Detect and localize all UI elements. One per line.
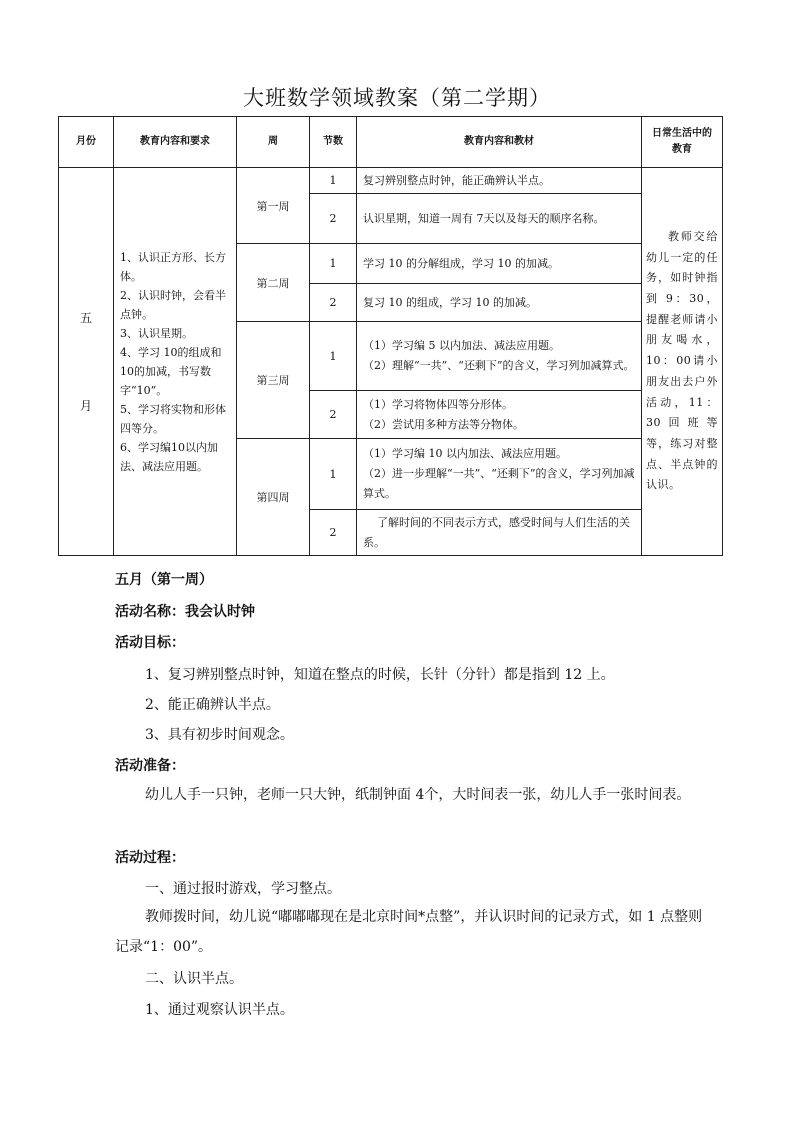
content-line: 复习 10 的组成，学习 10 的加减。 (363, 295, 537, 309)
goal-heading: 活动目标： (115, 635, 185, 651)
activity-name: 活动名称：我会认时钟 (115, 604, 255, 620)
section-number: 2 (310, 510, 357, 556)
section-number: 1 (310, 322, 357, 391)
content-line: 了解时间的不同表示方式，感受时间与人们生活的关系。 (363, 515, 630, 549)
requirement-item: 2、认识时钟，会看半点钟。 (120, 288, 226, 321)
section-number: 1 (310, 244, 357, 284)
requirement-item: 5、学习将实物和形体四等分。 (120, 402, 226, 435)
table-header-row (59, 117, 723, 168)
content-line: （1）学习编 10 以内加法、减法应用题。 (363, 447, 567, 460)
header-daily: 日常生活中的教育 (642, 117, 723, 168)
content-line: （1）学习将物体四等分形体。 (363, 397, 513, 411)
section-number: 2 (310, 284, 357, 322)
process-heading: 活动过程： (115, 850, 185, 866)
section-number: 2 (310, 391, 357, 439)
header-month: 月份 (59, 117, 114, 168)
content-line: 学习 10 的分解组成，学习 10 的加减。 (363, 256, 559, 270)
prep-heading: 活动准备： (115, 758, 185, 774)
week-1-label: 第一周 (237, 168, 310, 244)
header-week: 周 (237, 117, 310, 168)
section-content (357, 194, 642, 244)
process-step: 二、认识半点。 (145, 971, 243, 987)
section-content (357, 284, 642, 322)
goal-item: 2、能正确辨认半点。 (145, 697, 280, 713)
month-label-top: 五 (79, 310, 92, 325)
process-step: 一、通过报时游戏，学习整点。 (145, 881, 341, 897)
prep-text: 幼儿人手一只钟，老师一只大钟，纸制钟面 4个，大时间表一张，幼儿人手一张时间表。 (145, 787, 691, 803)
month-cell (59, 168, 114, 556)
section-number: 2 (310, 194, 357, 244)
table-row (59, 168, 723, 194)
section-content (357, 322, 642, 391)
header-requirements: 教育内容和要求 (114, 117, 237, 168)
section-content (357, 168, 642, 194)
goal-item: 3、具有初步时间观念。 (145, 727, 294, 743)
section-content (357, 244, 642, 284)
content-line: （2）进一步理解“一共”、“还剩下”的含义，学习列加减算式。 (363, 467, 635, 500)
section-number: 1 (310, 439, 357, 510)
daily-education-cell (642, 168, 723, 556)
week-2-label: 第二周 (237, 244, 310, 322)
header-content: 教育内容和教材 (357, 117, 642, 168)
section-content (357, 510, 642, 556)
daily-education-text: 教师交给幼儿一定的任务，如时钟指到 9：30，提醒老师请小朋友喝水，10：00请小朋友出去户外活动，11：30回班等等，练习对整点、半点钟的认识。 (646, 229, 718, 492)
section-content (357, 439, 642, 510)
week-heading: 五月（第一周） (115, 572, 213, 588)
content-line: （2）理解“一共”、“还剩下”的含义，学习列加减算式。 (363, 359, 635, 372)
content-line: 复习辨别整点时钟，能正确辨认半点。 (363, 173, 550, 187)
requirement-item: 1、认识正方形、长方体。 (120, 250, 226, 283)
content-line: 认识星期，知道一周有 7天以及每天的顺序名称。 (363, 211, 605, 225)
process-substep: 1、通过观察认识半点。 (145, 1002, 294, 1018)
requirements-cell (114, 168, 237, 556)
header-section: 节数 (310, 117, 357, 168)
requirement-item: 3、认识星期。 (120, 326, 193, 340)
month-label-bottom: 月 (79, 398, 92, 413)
section-number: 1 (310, 168, 357, 194)
content-line: （1）学习编 5 以内加法、减法应用题。 (363, 339, 560, 352)
process-step-text: 教师拨时间，幼儿说“嘟嘟嘟现在是北京时间*点整”，并认识时间的记录方式，如 1 点整则记录“1：00”。 (115, 909, 703, 955)
requirement-item: 4、学习 10的组成和10的加减，书写数字“10”。 (120, 345, 222, 397)
content-line: （2）尝试用多种方法等分物体。 (363, 417, 524, 431)
document-title: 大班数学领域教案（第二学期） (243, 86, 551, 110)
section-content (357, 391, 642, 439)
teaching-plan-table (58, 116, 723, 556)
requirement-item: 6、学习编10以内加法、减法应用题。 (120, 440, 218, 473)
week-3-label: 第三周 (237, 322, 310, 439)
week-4-label: 第四周 (237, 439, 310, 556)
goal-item: 1、复习辨别整点时钟，知道在整点的时候，长针（分针）都是指到 12 上。 (145, 667, 615, 683)
